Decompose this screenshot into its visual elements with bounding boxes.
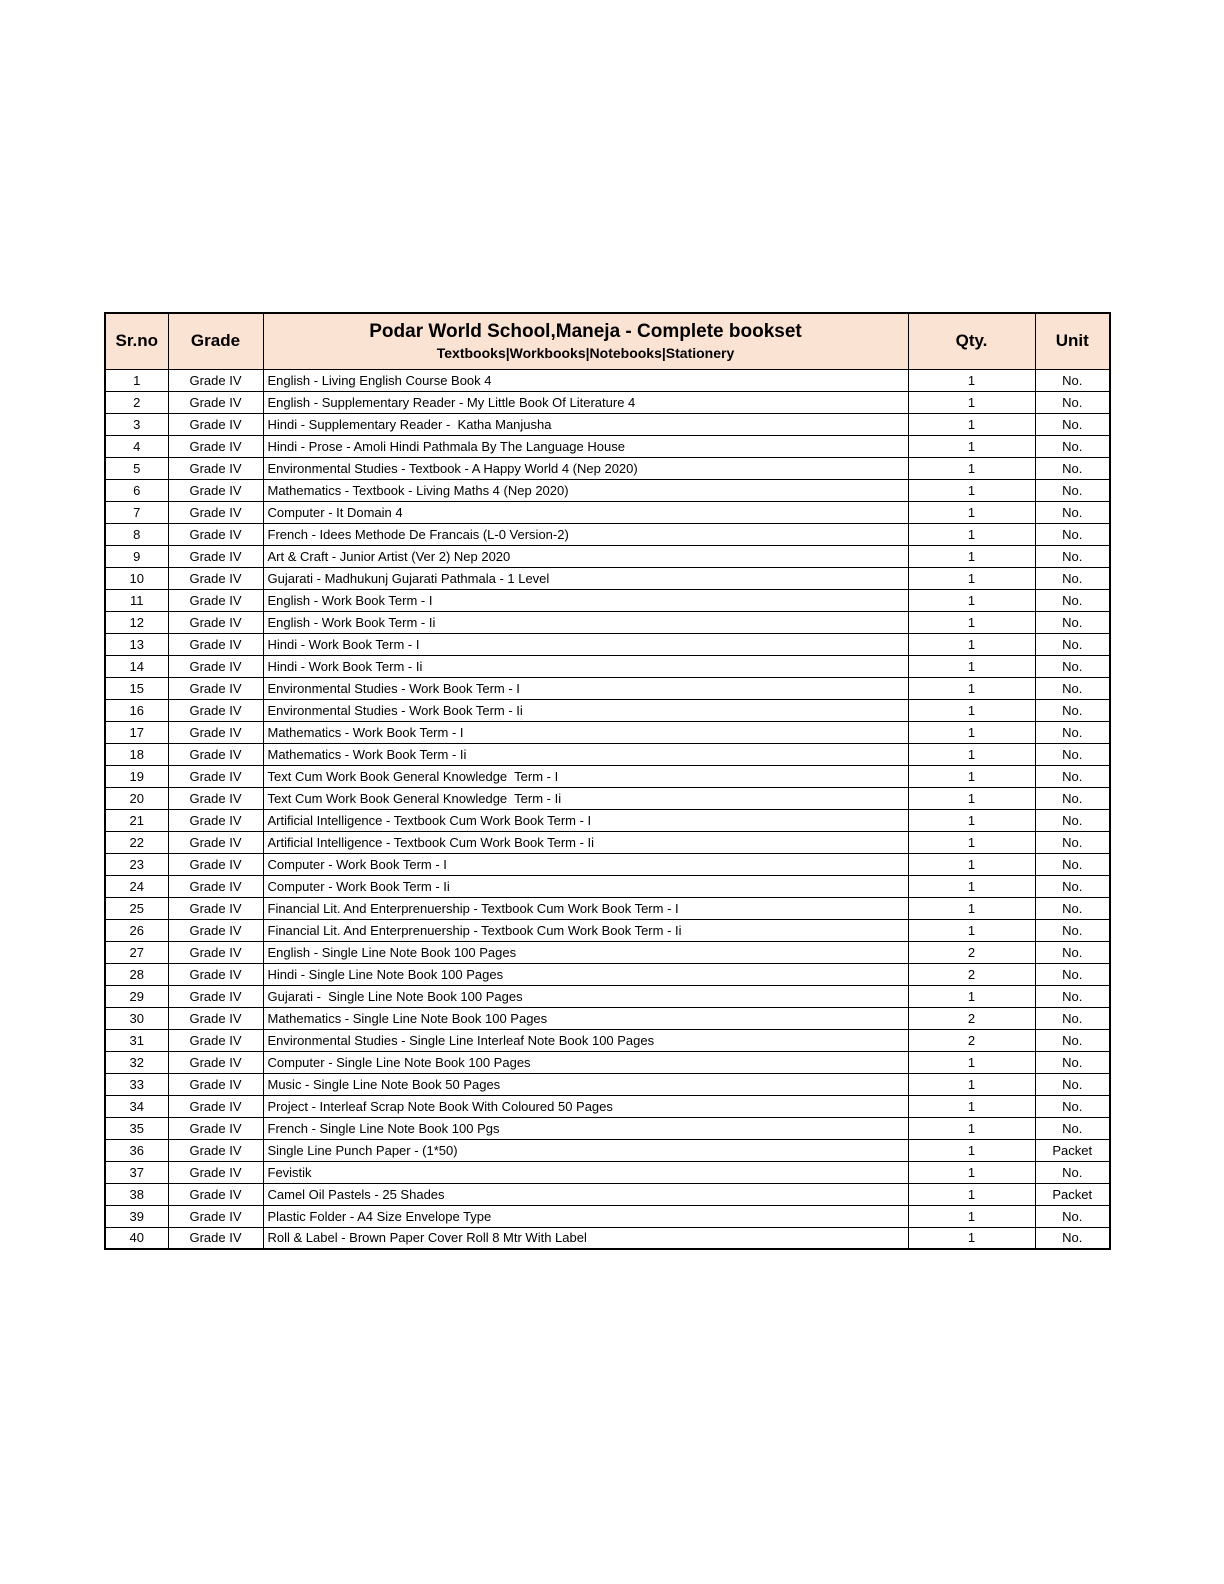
grade-cell: Grade IV — [168, 655, 263, 677]
grade-cell: Grade IV — [168, 941, 263, 963]
qty-cell: 1 — [908, 567, 1035, 589]
grade-cell: Grade IV — [168, 721, 263, 743]
table-row — [105, 919, 1110, 941]
grade-cell: Grade IV — [168, 1095, 263, 1117]
srno-cell: 25 — [105, 897, 168, 919]
qty-cell: 1 — [908, 721, 1035, 743]
unit-cell: No. — [1035, 1029, 1110, 1051]
table-row — [105, 633, 1110, 655]
grade-cell: Grade IV — [168, 1051, 263, 1073]
bookset-table — [104, 312, 1111, 1250]
grade-cell: Grade IV — [168, 479, 263, 501]
table-row — [105, 1029, 1110, 1051]
qty-cell: 1 — [908, 743, 1035, 765]
qty-cell: 1 — [908, 1095, 1035, 1117]
unit-cell: No. — [1035, 963, 1110, 985]
grade-cell: Grade IV — [168, 633, 263, 655]
table-title: Podar World School,Maneja - Complete bookset — [369, 321, 802, 343]
unit-cell: No. — [1035, 501, 1110, 523]
unit-cell: No. — [1035, 523, 1110, 545]
unit-cell: No. — [1035, 765, 1110, 787]
qty-cell: 1 — [908, 545, 1035, 567]
srno-cell: 36 — [105, 1139, 168, 1161]
grade-cell: Grade IV — [168, 831, 263, 853]
srno-cell: 11 — [105, 589, 168, 611]
item-cell: Gujarati - Single Line Note Book 100 Pages — [263, 985, 908, 1007]
srno-cell: 1 — [105, 369, 168, 391]
qty-cell: 1 — [908, 897, 1035, 919]
unit-cell: No. — [1035, 1073, 1110, 1095]
qty-cell: 1 — [908, 391, 1035, 413]
srno-cell: 4 — [105, 435, 168, 457]
qty-cell: 2 — [908, 963, 1035, 985]
table-row — [105, 435, 1110, 457]
qty-cell: 1 — [908, 1161, 1035, 1183]
item-cell: Hindi - Prose - Amoli Hindi Pathmala By The Language House — [263, 435, 908, 457]
qty-cell: 1 — [908, 501, 1035, 523]
item-cell: Environmental Studies - Work Book Term - Ii — [263, 699, 908, 721]
qty-cell: 2 — [908, 941, 1035, 963]
qty-cell: 1 — [908, 765, 1035, 787]
grade-cell: Grade IV — [168, 963, 263, 985]
item-cell: Environmental Studies - Work Book Term - I — [263, 677, 908, 699]
unit-cell: Packet — [1035, 1139, 1110, 1161]
table-row — [105, 831, 1110, 853]
table-row — [105, 545, 1110, 567]
srno-cell: 7 — [105, 501, 168, 523]
grade-cell: Grade IV — [168, 1073, 263, 1095]
item-cell: Hindi - Single Line Note Book 100 Pages — [263, 963, 908, 985]
item-cell: French - Single Line Note Book 100 Pgs — [263, 1117, 908, 1139]
item-cell: Mathematics - Work Book Term - I — [263, 721, 908, 743]
grade-cell: Grade IV — [168, 1007, 263, 1029]
srno-cell: 6 — [105, 479, 168, 501]
unit-cell: No. — [1035, 721, 1110, 743]
srno-cell: 38 — [105, 1183, 168, 1205]
qty-cell: 1 — [908, 699, 1035, 721]
srno-cell: 19 — [105, 765, 168, 787]
unit-cell: No. — [1035, 787, 1110, 809]
grade-cell: Grade IV — [168, 589, 263, 611]
column-header-qty: Qty. — [908, 313, 1035, 369]
item-cell: Computer - Work Book Term - I — [263, 853, 908, 875]
qty-cell: 1 — [908, 369, 1035, 391]
srno-cell: 26 — [105, 919, 168, 941]
table-row — [105, 413, 1110, 435]
qty-cell: 1 — [908, 655, 1035, 677]
table-row — [105, 523, 1110, 545]
unit-cell: No. — [1035, 589, 1110, 611]
table-row — [105, 1139, 1110, 1161]
column-header-unit: Unit — [1035, 313, 1110, 369]
grade-cell: Grade IV — [168, 545, 263, 567]
table-row — [105, 1227, 1110, 1249]
item-cell: Fevistik — [263, 1161, 908, 1183]
srno-cell: 8 — [105, 523, 168, 545]
qty-cell: 1 — [908, 589, 1035, 611]
grade-cell: Grade IV — [168, 699, 263, 721]
item-cell: Computer - Single Line Note Book 100 Pages — [263, 1051, 908, 1073]
srno-cell: 9 — [105, 545, 168, 567]
table-row — [105, 1183, 1110, 1205]
grade-cell: Grade IV — [168, 567, 263, 589]
qty-cell: 1 — [908, 523, 1035, 545]
grade-cell: Grade IV — [168, 501, 263, 523]
unit-cell: No. — [1035, 985, 1110, 1007]
srno-cell: 35 — [105, 1117, 168, 1139]
table-row — [105, 611, 1110, 633]
column-header-grade: Grade — [168, 313, 263, 369]
item-cell: Hindi - Supplementary Reader - Katha Manjusha — [263, 413, 908, 435]
srno-cell: 10 — [105, 567, 168, 589]
srno-cell: 29 — [105, 985, 168, 1007]
table-row — [105, 1161, 1110, 1183]
column-header-bookset — [263, 313, 908, 369]
table-row — [105, 655, 1110, 677]
qty-cell: 1 — [908, 1183, 1035, 1205]
unit-cell: No. — [1035, 897, 1110, 919]
unit-cell: No. — [1035, 435, 1110, 457]
unit-cell: No. — [1035, 1161, 1110, 1183]
qty-cell: 1 — [908, 1227, 1035, 1249]
grade-cell: Grade IV — [168, 853, 263, 875]
table-row — [105, 501, 1110, 523]
item-cell: Environmental Studies - Single Line Interleaf Note Book 100 Pages — [263, 1029, 908, 1051]
item-cell: Artificial Intelligence - Textbook Cum Work Book Term - Ii — [263, 831, 908, 853]
item-cell: English - Supplementary Reader - My Little Book Of Literature 4 — [263, 391, 908, 413]
unit-cell: No. — [1035, 831, 1110, 853]
qty-cell: 1 — [908, 435, 1035, 457]
qty-cell: 1 — [908, 677, 1035, 699]
unit-cell: Packet — [1035, 1183, 1110, 1205]
grade-cell: Grade IV — [168, 391, 263, 413]
unit-cell: No. — [1035, 655, 1110, 677]
srno-cell: 27 — [105, 941, 168, 963]
item-cell: Environmental Studies - Textbook - A Happy World 4 (Nep 2020) — [263, 457, 908, 479]
table-row — [105, 1051, 1110, 1073]
unit-cell: No. — [1035, 699, 1110, 721]
qty-cell: 1 — [908, 479, 1035, 501]
srno-cell: 31 — [105, 1029, 168, 1051]
item-cell: Single Line Punch Paper - (1*50) — [263, 1139, 908, 1161]
item-cell: Camel Oil Pastels - 25 Shades — [263, 1183, 908, 1205]
qty-cell: 1 — [908, 919, 1035, 941]
table-row — [105, 875, 1110, 897]
srno-cell: 15 — [105, 677, 168, 699]
qty-cell: 1 — [908, 853, 1035, 875]
item-cell: Hindi - Work Book Term - Ii — [263, 655, 908, 677]
srno-cell: 5 — [105, 457, 168, 479]
grade-cell: Grade IV — [168, 765, 263, 787]
srno-cell: 20 — [105, 787, 168, 809]
item-cell: Mathematics - Single Line Note Book 100 Pages — [263, 1007, 908, 1029]
grade-cell: Grade IV — [168, 1205, 263, 1227]
grade-cell: Grade IV — [168, 1029, 263, 1051]
srno-cell: 14 — [105, 655, 168, 677]
grade-cell: Grade IV — [168, 875, 263, 897]
table-row — [105, 985, 1110, 1007]
grade-cell: Grade IV — [168, 743, 263, 765]
grade-cell: Grade IV — [168, 897, 263, 919]
item-cell: English - Living English Course Book 4 — [263, 369, 908, 391]
srno-cell: 39 — [105, 1205, 168, 1227]
unit-cell: No. — [1035, 853, 1110, 875]
unit-cell: No. — [1035, 391, 1110, 413]
qty-cell: 1 — [908, 611, 1035, 633]
table-row — [105, 699, 1110, 721]
unit-cell: No. — [1035, 369, 1110, 391]
table-row — [105, 743, 1110, 765]
srno-cell: 17 — [105, 721, 168, 743]
srno-cell: 33 — [105, 1073, 168, 1095]
table-row — [105, 809, 1110, 831]
item-cell: Mathematics - Work Book Term - Ii — [263, 743, 908, 765]
grade-cell: Grade IV — [168, 457, 263, 479]
item-cell: Financial Lit. And Enterprenuership - Textbook Cum Work Book Term - Ii — [263, 919, 908, 941]
grade-cell: Grade IV — [168, 985, 263, 1007]
table-header-row — [105, 313, 1110, 369]
grade-cell: Grade IV — [168, 369, 263, 391]
table-row — [105, 787, 1110, 809]
unit-cell: No. — [1035, 743, 1110, 765]
srno-cell: 34 — [105, 1095, 168, 1117]
table-row — [105, 765, 1110, 787]
srno-cell: 22 — [105, 831, 168, 853]
srno-cell: 21 — [105, 809, 168, 831]
srno-cell: 28 — [105, 963, 168, 985]
table-subtitle: Textbooks|Workbooks|Notebooks|Stationery — [436, 345, 735, 362]
unit-cell: No. — [1035, 1205, 1110, 1227]
qty-cell: 2 — [908, 1007, 1035, 1029]
table-row — [105, 1117, 1110, 1139]
item-cell: Financial Lit. And Enterprenuership - Textbook Cum Work Book Term - I — [263, 897, 908, 919]
grade-cell: Grade IV — [168, 1161, 263, 1183]
qty-cell: 1 — [908, 985, 1035, 1007]
table-row — [105, 853, 1110, 875]
item-cell: Gujarati - Madhukunj Gujarati Pathmala - 1 Level — [263, 567, 908, 589]
grade-cell: Grade IV — [168, 809, 263, 831]
item-cell: Text Cum Work Book General Knowledge Term - I — [263, 765, 908, 787]
grade-cell: Grade IV — [168, 919, 263, 941]
grade-cell: Grade IV — [168, 435, 263, 457]
qty-cell: 1 — [908, 1205, 1035, 1227]
srno-cell: 3 — [105, 413, 168, 435]
table-row — [105, 589, 1110, 611]
srno-cell: 2 — [105, 391, 168, 413]
table-row — [105, 677, 1110, 699]
srno-cell: 40 — [105, 1227, 168, 1249]
item-cell: Mathematics - Textbook - Living Maths 4 (Nep 2020) — [263, 479, 908, 501]
srno-cell: 13 — [105, 633, 168, 655]
unit-cell: No. — [1035, 545, 1110, 567]
unit-cell: No. — [1035, 809, 1110, 831]
table-row — [105, 567, 1110, 589]
item-cell: Hindi - Work Book Term - I — [263, 633, 908, 655]
unit-cell: No. — [1035, 677, 1110, 699]
grade-cell: Grade IV — [168, 1183, 263, 1205]
unit-cell: No. — [1035, 1007, 1110, 1029]
table-row — [105, 391, 1110, 413]
grade-cell: Grade IV — [168, 413, 263, 435]
qty-cell: 1 — [908, 633, 1035, 655]
table-row — [105, 897, 1110, 919]
table-row — [105, 479, 1110, 501]
qty-cell: 1 — [908, 787, 1035, 809]
srno-cell: 32 — [105, 1051, 168, 1073]
srno-cell: 30 — [105, 1007, 168, 1029]
item-cell: Plastic Folder - A4 Size Envelope Type — [263, 1205, 908, 1227]
qty-cell: 1 — [908, 1117, 1035, 1139]
unit-cell: No. — [1035, 1095, 1110, 1117]
qty-cell: 1 — [908, 1073, 1035, 1095]
qty-cell: 1 — [908, 413, 1035, 435]
grade-cell: Grade IV — [168, 1227, 263, 1249]
table-row — [105, 369, 1110, 391]
unit-cell: No. — [1035, 919, 1110, 941]
grade-cell: Grade IV — [168, 611, 263, 633]
item-cell: Art & Craft - Junior Artist (Ver 2) Nep 2020 — [263, 545, 908, 567]
table-row — [105, 721, 1110, 743]
item-cell: French - Idees Methode De Francais (L-0 Version-2) — [263, 523, 908, 545]
item-cell: Project - Interleaf Scrap Note Book With Coloured 50 Pages — [263, 1095, 908, 1117]
srno-cell: 16 — [105, 699, 168, 721]
column-header-srno: Sr.no — [105, 313, 168, 369]
unit-cell: No. — [1035, 875, 1110, 897]
unit-cell: No. — [1035, 1117, 1110, 1139]
item-cell: Text Cum Work Book General Knowledge Term - Ii — [263, 787, 908, 809]
unit-cell: No. — [1035, 1227, 1110, 1249]
qty-cell: 1 — [908, 457, 1035, 479]
grade-cell: Grade IV — [168, 1117, 263, 1139]
srno-cell: 23 — [105, 853, 168, 875]
unit-cell: No. — [1035, 479, 1110, 501]
table-row — [105, 457, 1110, 479]
table-body — [105, 369, 1110, 1249]
qty-cell: 1 — [908, 1051, 1035, 1073]
qty-cell: 1 — [908, 1139, 1035, 1161]
item-cell: English - Work Book Term - Ii — [263, 611, 908, 633]
unit-cell: No. — [1035, 1051, 1110, 1073]
srno-cell: 24 — [105, 875, 168, 897]
unit-cell: No. — [1035, 633, 1110, 655]
unit-cell: No. — [1035, 567, 1110, 589]
qty-cell: 1 — [908, 831, 1035, 853]
table-row — [105, 941, 1110, 963]
table-row — [105, 1095, 1110, 1117]
grade-cell: Grade IV — [168, 523, 263, 545]
qty-cell: 2 — [908, 1029, 1035, 1051]
item-cell: English - Single Line Note Book 100 Pages — [263, 941, 908, 963]
table-row — [105, 1205, 1110, 1227]
unit-cell: No. — [1035, 611, 1110, 633]
item-cell: Computer - Work Book Term - Ii — [263, 875, 908, 897]
unit-cell: No. — [1035, 413, 1110, 435]
grade-cell: Grade IV — [168, 1139, 263, 1161]
item-cell: Computer - It Domain 4 — [263, 501, 908, 523]
table-row — [105, 963, 1110, 985]
srno-cell: 12 — [105, 611, 168, 633]
qty-cell: 1 — [908, 875, 1035, 897]
unit-cell: No. — [1035, 941, 1110, 963]
item-cell: Artificial Intelligence - Textbook Cum Work Book Term - I — [263, 809, 908, 831]
item-cell: Roll & Label - Brown Paper Cover Roll 8 Mtr With Label — [263, 1227, 908, 1249]
table-row — [105, 1073, 1110, 1095]
grade-cell: Grade IV — [168, 787, 263, 809]
grade-cell: Grade IV — [168, 677, 263, 699]
item-cell: Music - Single Line Note Book 50 Pages — [263, 1073, 908, 1095]
srno-cell: 18 — [105, 743, 168, 765]
table-row — [105, 1007, 1110, 1029]
item-cell: English - Work Book Term - I — [263, 589, 908, 611]
unit-cell: No. — [1035, 457, 1110, 479]
qty-cell: 1 — [908, 809, 1035, 831]
srno-cell: 37 — [105, 1161, 168, 1183]
